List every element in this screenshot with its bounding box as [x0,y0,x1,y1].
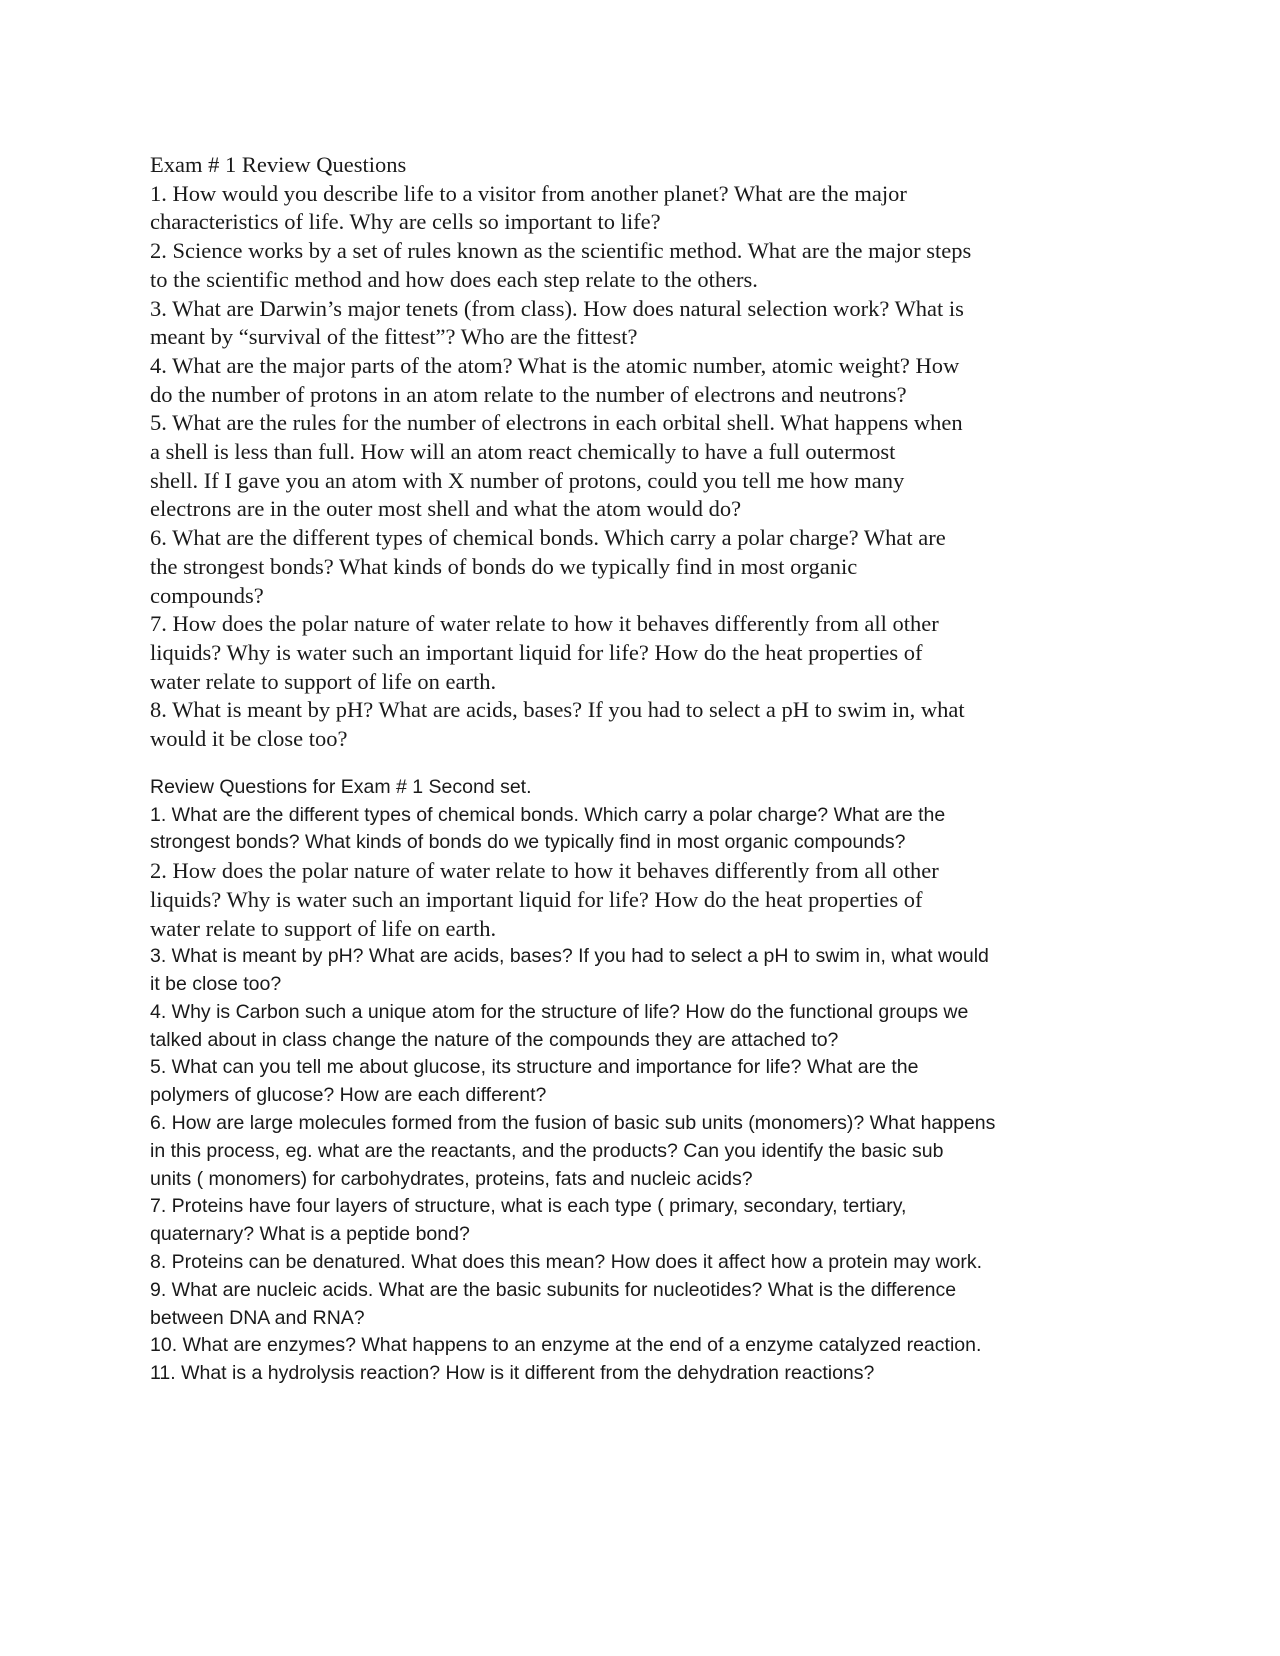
text-line: strongest bonds? What kinds of bonds do we typically find in most organic compounds? [150,831,906,854]
text-line: compounds? [150,582,264,608]
text-line: 4. Why is Carbon such a unique atom for the structure of life? How do the functional groups we [150,1000,969,1023]
text-line: talked about in class change the nature of the compounds they are attached to? [150,1028,839,1051]
text-line: between DNA and RNA? [150,1306,365,1329]
text-line: 2. How does the polar nature of water relate to how it behaves differently from all other [150,858,939,884]
second-set-section [150,774,1080,1388]
text-line: a shell is less than full. How will an atom react chemically to have a full outermost [150,439,896,465]
section-title: Exam # 1 Review Questions [150,152,407,177]
text-line: 2. Science works by a set of rules known as the scientific method. What are the major steps [150,238,972,264]
text-line: 6. What are the different types of chemical bonds. Which carry a polar charge? What are [150,525,946,551]
text-line: units ( monomers) for carbohydrates, proteins, fats and nucleic acids? [150,1167,753,1190]
text-line: in this process, eg. what are the reactants, and the products? Can you identify the basic sub [150,1139,944,1162]
text-line: 4. What are the major parts of the atom? What is the atomic number, atomic weight? How [150,352,960,378]
text-line: 9. What are nucleic acids. What are the basic subunits for nucleotides? What is the difference [150,1278,957,1301]
text-line: to the scientific method and how does each step relate to the others. [150,266,758,292]
text-line: water relate to support of life on earth. [150,668,497,694]
text-line: 8. Proteins can be denatured. What does this mean? How does it affect how a protein may work. [150,1251,983,1274]
text-line: electrons are in the outer most shell and what the atom would do? [150,496,742,522]
text-line: 10. What are enzymes? What happens to an enzyme at the end of a enzyme catalyzed reaction. [150,1334,982,1357]
text-line: liquids? Why is water such an important liquid for life? How do the heat properties of [150,639,923,665]
text-line: do the number of protons in an atom relate to the number of electrons and neutrons? [150,381,907,407]
exam-review-section [150,151,1080,754]
text-line: 5. What can you tell me about glucose, its structure and importance for life? What are the [150,1056,919,1079]
text-line: 7. How does the polar nature of water relate to how it behaves differently from all other [150,611,939,637]
section-title: Review Questions for Exam # 1 Second set. [150,775,532,798]
text-line: the strongest bonds? What kinds of bonds do we typically find in most organic [150,553,858,579]
text-line: 3. What is meant by pH? What are acids, bases? If you had to select a pH to swim in, what would [150,945,989,968]
text-line: characteristics of life. Why are cells so important to life? [150,209,661,235]
text-line: 7. Proteins have four layers of structure, what is each type ( primary, secondary, tertiary, [150,1195,907,1218]
text-line: liquids? Why is water such an important liquid for life? How do the heat properties of [150,886,923,912]
text-line: 8. What is meant by pH? What are acids, bases? If you had to select a pH to swim in, what [150,697,965,723]
text-line: water relate to support of life on earth. [150,915,497,941]
text-line: polymers of glucose? How are each different? [150,1084,547,1107]
text-line: would it be close too? [150,726,348,752]
text-line: it be close too? [150,973,282,996]
text-line: 11. What is a hydrolysis reaction? How is it different from the dehydration reactions? [150,1362,875,1385]
document-body [150,151,1080,1388]
text-line: 3. What are Darwin’s major tenets (from class). How does natural selection work? What is [150,295,964,321]
text-line: quaternary? What is a peptide bond? [150,1223,470,1246]
text-line: 1. How would you describe life to a visitor from another planet? What are the major [150,180,907,206]
text-line: meant by “survival of the fittest”? Who are the fittest? [150,324,638,350]
text-line: 5. What are the rules for the number of electrons in each orbital shell. What happens when [150,410,963,436]
text-line: 1. What are the different types of chemical bonds. Which carry a polar charge? What are the [150,803,946,826]
text-line: 6. How are large molecules formed from the fusion of basic sub units (monomers)? What happens [150,1112,996,1135]
section-spacer [150,754,1080,774]
text-line: shell. If I gave you an atom with X number of protons, could you tell me how many [150,467,905,493]
